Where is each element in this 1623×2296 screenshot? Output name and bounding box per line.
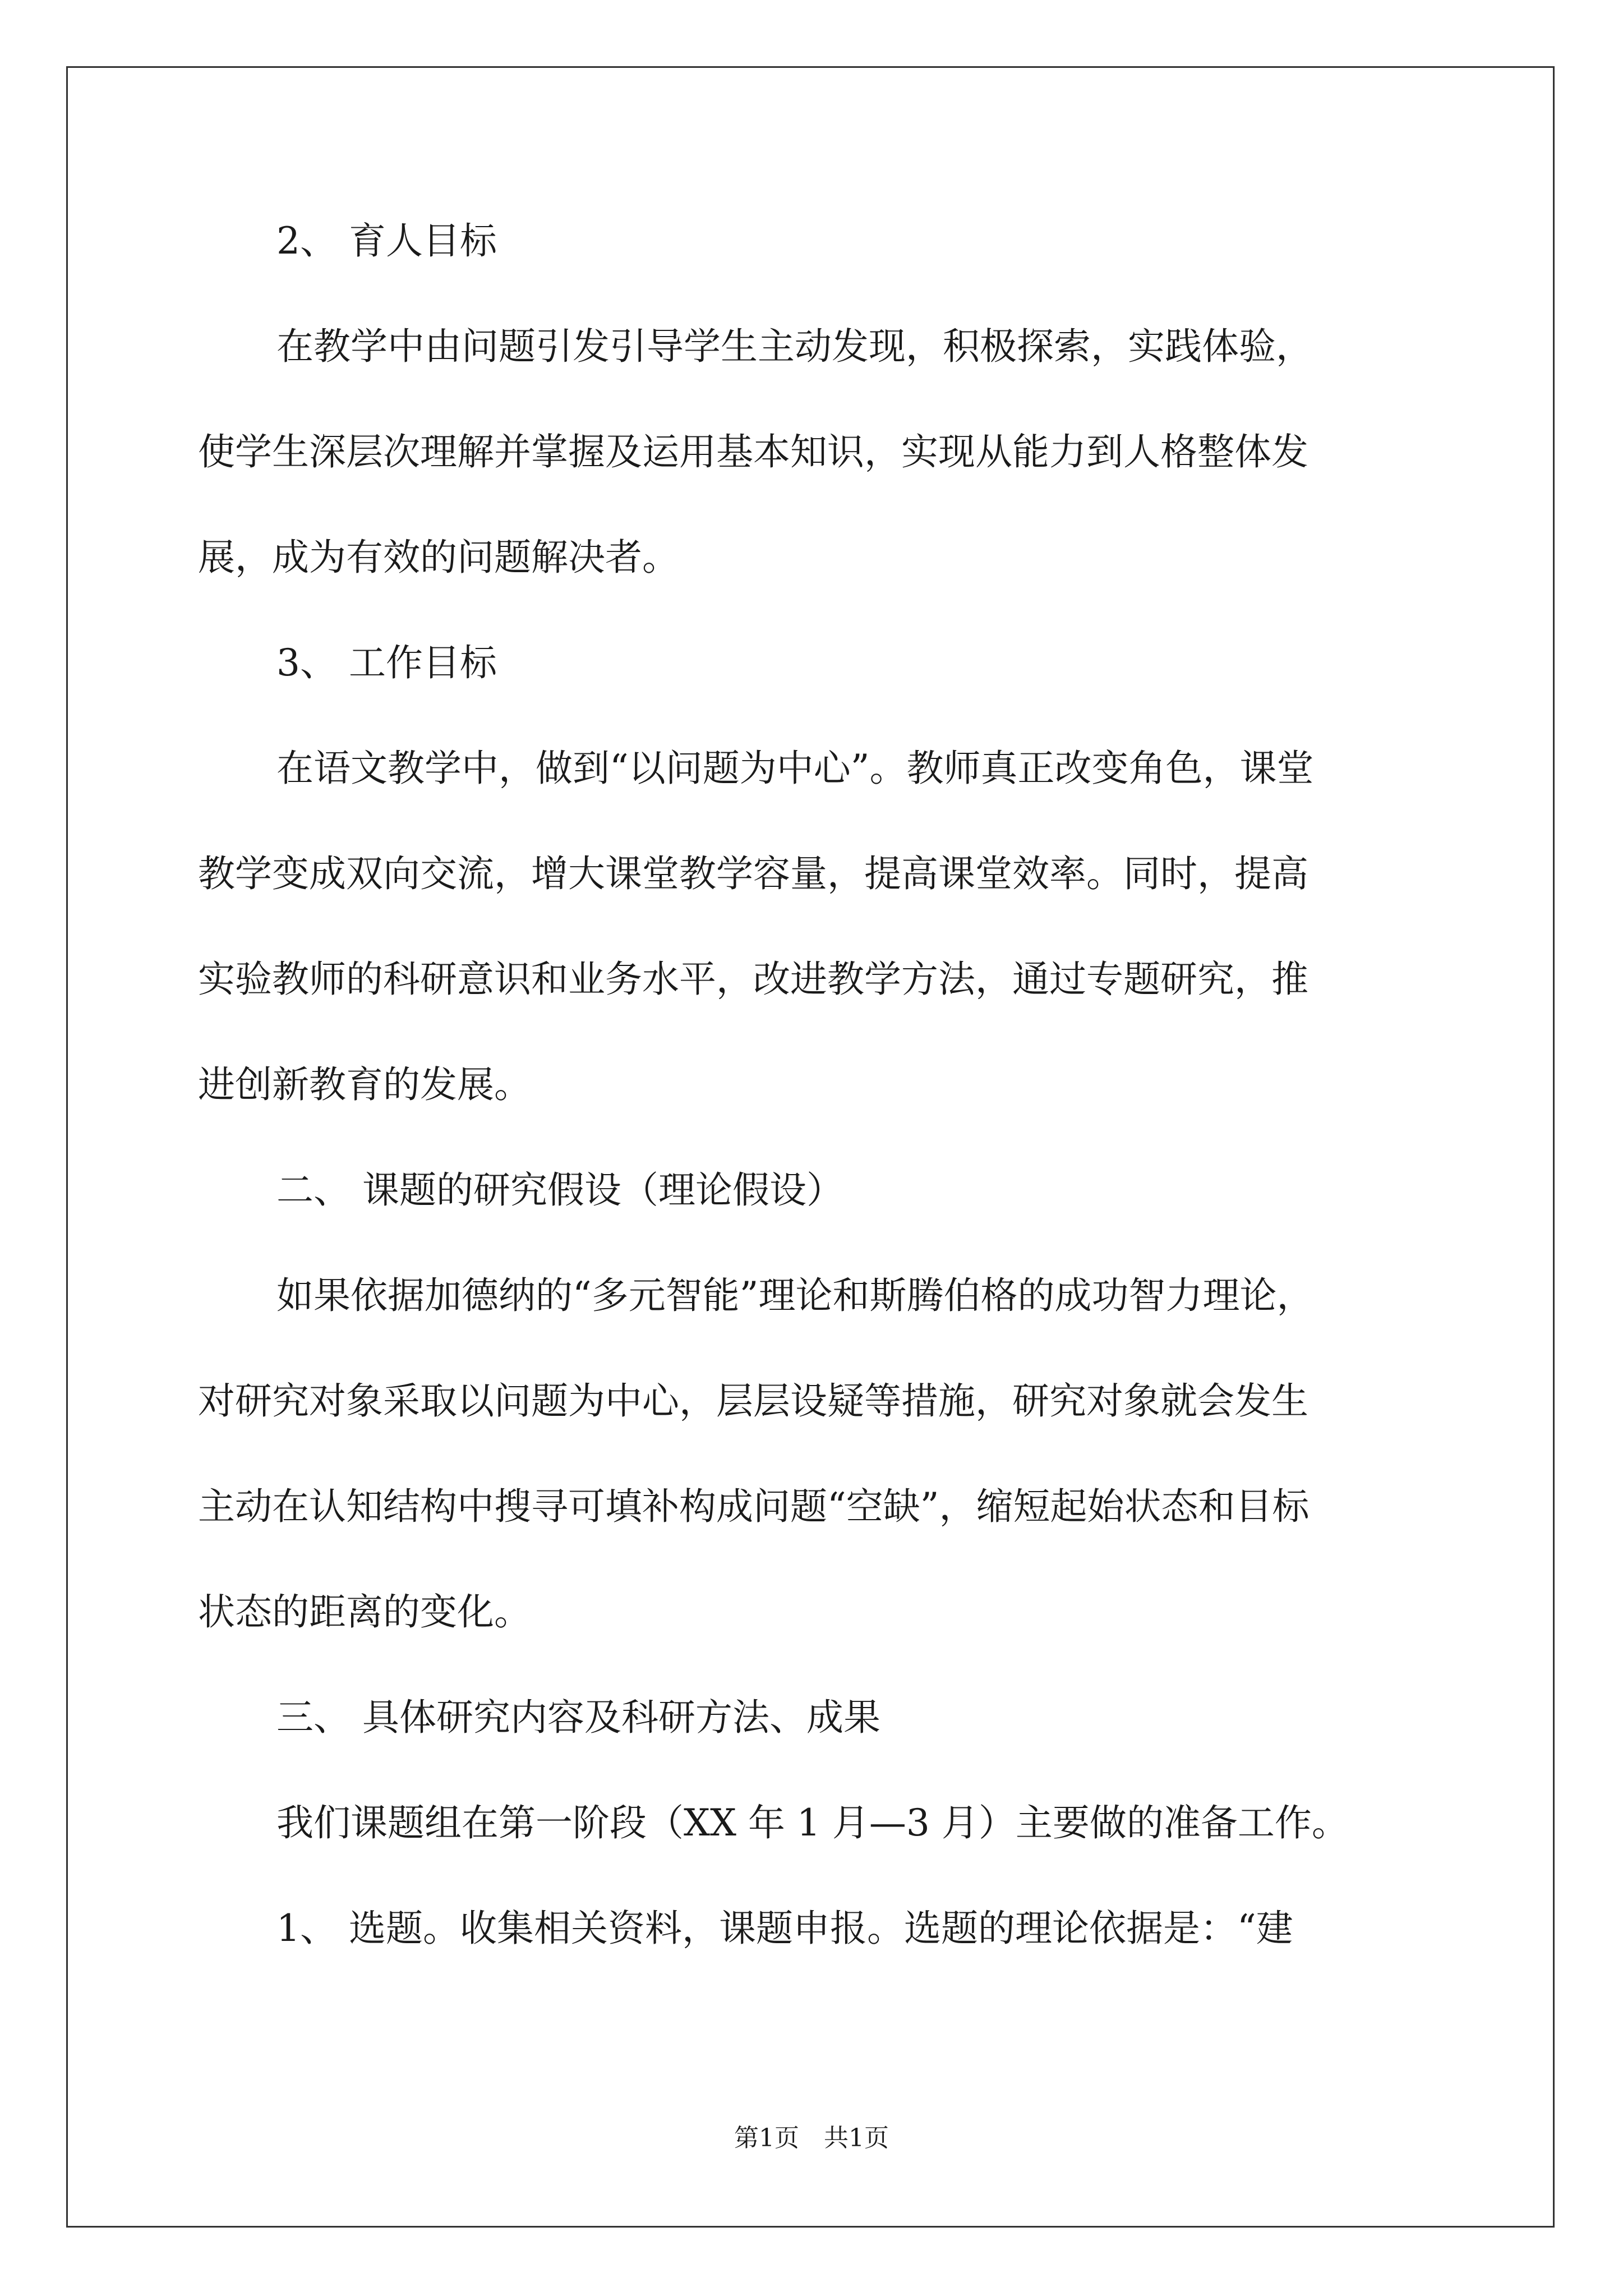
document-body — [198, 213, 1432, 2006]
section-heading-2: 2、 育人目标 — [276, 219, 497, 263]
paragraph-line: 对研究对象采取以问题为中心，层层设疑等措施，研究对象就会发生 — [198, 1379, 1308, 1423]
paragraph-line: 如果依据加德纳的“多元智能”理论和斯腾伯格的成功智力理论， — [276, 1274, 1314, 1317]
paragraph-line: 教学变成双向交流，增大课堂教学容量，提高课堂效率。同时，提高 — [198, 852, 1308, 895]
paragraph-line: 在教学中由问题引发引导学生主动发现，积极探索，实践体验， — [276, 325, 1313, 368]
paragraph-line: 使学生深层次理解并掌握及运用基本知识，实现从能力到人格整体发 — [198, 430, 1308, 473]
section-heading-content: 三、 具体研究内容及科研方法、成果 — [276, 1696, 880, 1739]
paragraph-line: 展，成为有效的问题解决者。 — [198, 536, 679, 579]
paragraph-line: 1、 选题。收集相关资料，课题申报。选题的理论依据是：“建 — [276, 1907, 1293, 1950]
paragraph-line: 进创新教育的发展。 — [198, 1063, 531, 1106]
page-footer: 第1页 共1页 — [734, 2124, 889, 2152]
paragraph-line: 状态的距离的变化。 — [198, 1590, 531, 1634]
paragraph-line: 实验教师的科研意识和业务水平，改进教学方法，通过专题研究，推 — [198, 958, 1308, 1001]
paragraph-line: 主动在认知结构中搜寻可填补构成问题“空缺”，缩短起始状态和目标 — [198, 1485, 1310, 1528]
paragraph-line: 在语文教学中，做到“以问题为中心”。教师真正改变角色，课堂 — [276, 747, 1314, 790]
section-heading-hypothesis: 二、 课题的研究假设（理论假设） — [276, 1168, 843, 1212]
paragraph-line: 我们课题组在第一阶段（XX 年 1 月—3 月）主要做的准备工作。 — [276, 1801, 1349, 1844]
section-heading-3: 3、 工作目标 — [276, 641, 497, 684]
